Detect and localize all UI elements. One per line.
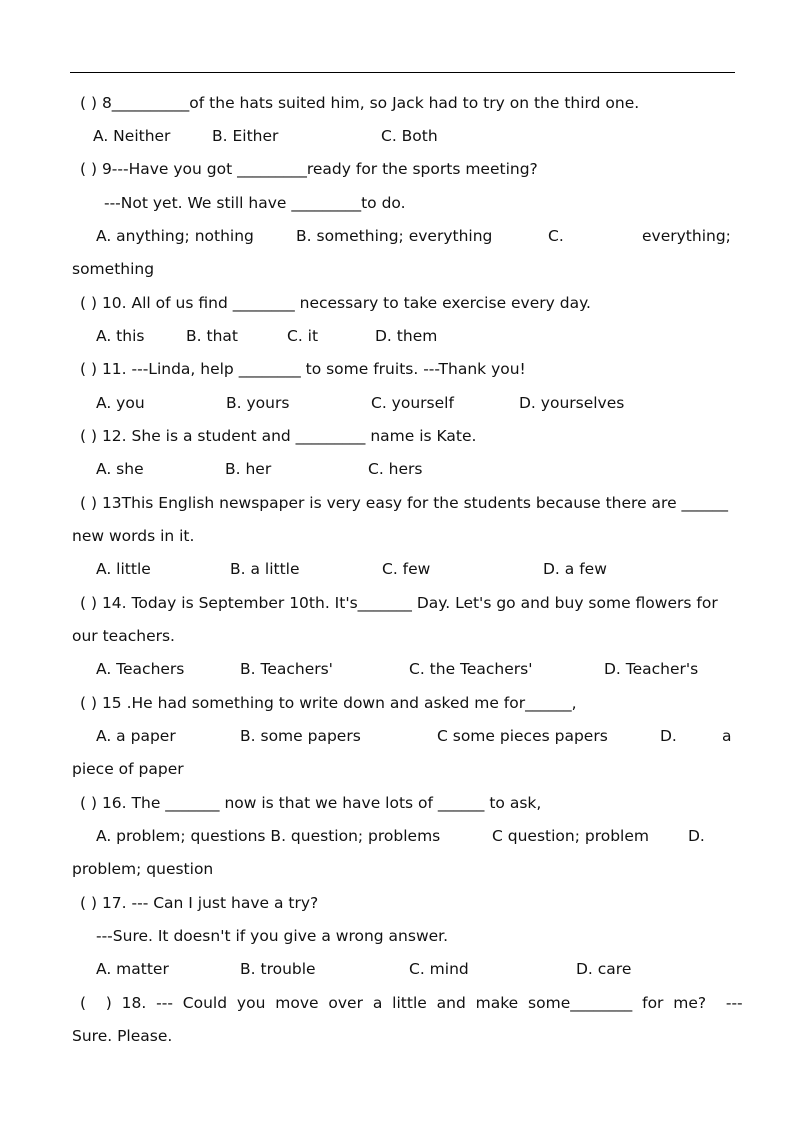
question-12: ( ) 12. She is a student and _________ name is Kate. (80, 427, 477, 445)
question-13-wrap: new words in it. (72, 527, 195, 545)
option-d: D. a few (543, 560, 607, 578)
option-b: B. yours (226, 394, 290, 412)
option-a: A. she (96, 460, 144, 478)
option-a: A. this (96, 327, 145, 345)
option-wrap: piece of paper (72, 760, 184, 778)
option-c: C. the Teachers' (409, 660, 533, 678)
option-c: C. (548, 227, 564, 245)
option-a: A. Teachers (96, 660, 185, 678)
question-18: ( ) 18. --- Could you move over a little and make some________ for me? --- (80, 994, 743, 1012)
option-b: B. that (186, 327, 238, 345)
option-d: D. care (576, 960, 632, 978)
option-d: D. (660, 727, 677, 745)
option-wrap: something (72, 260, 155, 278)
question-15: ( ) 15 .He had something to write down and asked me for______, (80, 694, 577, 712)
question-16: ( ) 16. The _______ now is that we have lots of ______ to ask, (80, 794, 542, 812)
option-a: A. a paper (96, 727, 176, 745)
option-c: C. yourself (371, 394, 454, 412)
option-b: B. Either (212, 127, 279, 145)
question-13: ( ) 13This English newspaper is very easy for the students because there are ______ (80, 494, 729, 512)
option-b: B. some papers (240, 727, 361, 745)
option-d: D. Teacher's (604, 660, 699, 678)
option-b: B. a little (230, 560, 300, 578)
option-a: A. Neither (93, 127, 171, 145)
question-14: ( ) 14. Today is September 10th. It's_______ Day. Let's go and buy some flowers for (80, 594, 718, 612)
question-11: ( ) 11. ---Linda, help ________ to some fruits. ---Thank you! (80, 360, 526, 378)
option-b: B. trouble (240, 960, 316, 978)
question-9-reply: ---Not yet. We still have _________to do. (104, 194, 406, 212)
option-c: C question; problem (492, 827, 649, 845)
option-b: B. her (225, 460, 272, 478)
option-wrap: problem; question (72, 860, 214, 878)
question-17-reply: ---Sure. It doesn't if you give a wrong answer. (96, 927, 449, 945)
option-d-text: a (722, 727, 732, 745)
header-rule (70, 72, 735, 73)
question-9: ( ) 9---Have you got _________ready for the sports meeting? (80, 160, 538, 178)
question-8: ( ) 8__________of the hats suited him, so Jack had to try on the third one. (80, 94, 640, 112)
option-c: C. Both (381, 127, 438, 145)
option-c: C. few (382, 560, 431, 578)
question-10: ( ) 10. All of us find ________ necessary to take exercise every day. (80, 294, 591, 312)
question-14-wrap: our teachers. (72, 627, 175, 645)
option-c: C. it (287, 327, 319, 345)
question-18-wrap: Sure. Please. (72, 1027, 173, 1045)
option-ab: A. problem; questions B. question; problems (96, 827, 441, 845)
option-b: B. Teachers' (240, 660, 333, 678)
option-d: D. (688, 827, 705, 845)
option-b: B. something; everything (296, 227, 493, 245)
option-a: A. matter (96, 960, 169, 978)
option-d: D. them (375, 327, 438, 345)
option-a: A. anything; nothing (96, 227, 254, 245)
option-c-text: everything; (642, 227, 731, 245)
option-c: C. mind (409, 960, 469, 978)
option-a: A. little (96, 560, 151, 578)
question-17: ( ) 17. --- Can I just have a try? (80, 894, 319, 912)
option-d: D. yourselves (519, 394, 625, 412)
option-c: C some pieces papers (437, 727, 608, 745)
option-c: C. hers (368, 460, 423, 478)
option-a: A. you (96, 394, 145, 412)
